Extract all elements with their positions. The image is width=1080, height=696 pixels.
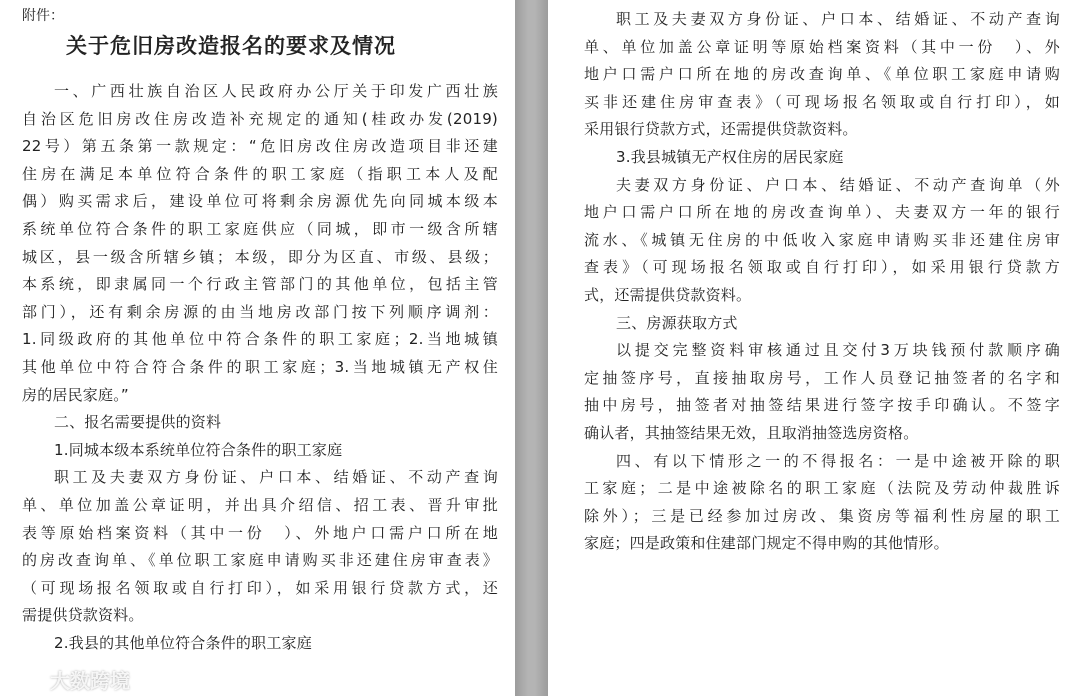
left-page-body bbox=[22, 78, 498, 657]
text-line: 需提供贷款资料。 bbox=[22, 606, 144, 625]
left-page-content bbox=[22, 6, 498, 657]
bigdata-logo-icon bbox=[6, 669, 46, 691]
text-line: 流水、《城镇无住房的中低收入家庭申请购买非还建住房审 bbox=[584, 230, 1060, 249]
text-line: 住房在满足本单位符合条件的职工家庭（指职工本人及配 bbox=[22, 164, 498, 183]
text-line: 式，还需提供贷款资料。 bbox=[584, 285, 752, 304]
text-line: 查表》（可现场报名领取或自行打印），如采用银行贷款方 bbox=[584, 258, 1060, 277]
text-line: 地户口需户口所在地的房改查询单）、夫妻双方一年的银行 bbox=[584, 203, 1060, 222]
right-page-body bbox=[584, 6, 1060, 558]
text-line: 抽中房号，抽签者对抽签结果进行签字按手印确认。不签字 bbox=[584, 396, 1060, 415]
text-line: 房的居民家庭。” bbox=[22, 385, 129, 404]
text-line: 表等原始档案资料（其中一份 ）、外地户口需户口所在地 bbox=[22, 523, 498, 542]
page-gap bbox=[515, 0, 548, 696]
text-line: 单、单位加盖公章证明，并出具介绍信、招工表、晋升审批 bbox=[22, 495, 498, 514]
text-line: 1.同级政府的其他单位中符合条件的职工家庭；2.当地城镇 bbox=[22, 330, 498, 349]
watermark bbox=[6, 665, 130, 694]
text-line: 一、广西壮族自治区人民政府办公厅关于印发广西壮族 bbox=[54, 82, 498, 100]
text-line: 采用银行贷款方式，还需提供贷款资料。 bbox=[584, 120, 858, 139]
text-line: 确认者，其抽签结果无效，且取消抽签选房资格。 bbox=[584, 423, 919, 442]
text-line: 三、房源获取方式 bbox=[616, 313, 738, 332]
right-page-content bbox=[584, 6, 1060, 558]
document-page-left bbox=[0, 0, 515, 696]
text-line: 地户口需户口所在地的房改查询单、《单位职工家庭申请购 bbox=[584, 65, 1060, 84]
text-line: 夫妻双方身份证、户口本、结婚证、不动产查询单（外 bbox=[616, 175, 1060, 194]
text-line: （可现场报名领取或自行打印），如采用银行贷款方式，还 bbox=[22, 578, 498, 597]
text-line: 的房改查询单、《单位职工家庭申请购买非还建住房审查表》 bbox=[22, 551, 498, 570]
text-line: 工家庭；二是中途被除名的职工家庭（法院及劳动仲裁胜诉 bbox=[584, 479, 1060, 498]
text-line: 2.我县的其他单位符合条件的职工家庭 bbox=[54, 633, 312, 652]
attachment-label: 附件： bbox=[22, 8, 64, 24]
text-line: 城区，县一级含所辖乡镇；本级，即分为区直、市级、县级； bbox=[22, 247, 498, 266]
text-line: 定抽签序号，直接抽取房号，工作人员登记抽签者的名字和 bbox=[584, 368, 1060, 387]
text-line: 1.同城本级本系统单位符合条件的职工家庭 bbox=[54, 440, 343, 459]
text-line: 单、单位加盖公章证明等原始档案资料（其中一份 ）、外 bbox=[584, 37, 1060, 56]
document-page-right bbox=[548, 0, 1080, 696]
text-line: 二、报名需要提供的资料 bbox=[54, 413, 222, 432]
text-line: 系统单位符合条件的职工家庭供应（同城，即市一级含所辖 bbox=[22, 219, 498, 238]
text-line: 职工及夫妻双方身份证、户口本、结婚证、不动产查询 bbox=[616, 10, 1060, 28]
document-title: 关于危旧房改造报名的要求及情况 bbox=[66, 34, 396, 58]
text-line: 其他单位中符合符合条件的职工家庭；3.当地城镇无产权住 bbox=[22, 357, 498, 376]
text-line: 职工及夫妻双方身份证、户口本、结婚证、不动产查询 bbox=[54, 468, 498, 487]
text-line: 自治区危旧房改住房改造补充规定的通知(桂政办发(2019) bbox=[22, 109, 498, 128]
text-line: 22号）第五条第一款规定：“危旧房改住房改造项目非还建 bbox=[22, 137, 498, 156]
text-line: 买非还建住房审查表》（可现场报名领取或自行打印），如 bbox=[584, 92, 1060, 111]
text-line: 部门），还有剩余房源的由当地房改部门按下列顺序调剂： bbox=[22, 302, 498, 321]
text-line: 3.我县城镇无产权住房的居民家庭 bbox=[616, 147, 844, 166]
text-line: 除外）；三是已经参加过房改、集资房等福利性房屋的职工 bbox=[584, 506, 1060, 525]
text-line: 四、有以下情形之一的不得报名：一是中途被开除的职 bbox=[616, 451, 1060, 470]
text-line: 家庭；四是政策和住建部门规定不得申购的其他情形。 bbox=[584, 534, 949, 553]
text-line: 偶）购买需求后，建设单位可将剩余房源优先向同城本级本 bbox=[22, 192, 498, 211]
watermark-text: 大数跨境 bbox=[50, 669, 130, 693]
text-line: 以提交完整资料审核通过且交付3万块钱预付款顺序确 bbox=[616, 341, 1060, 360]
text-line: 本系统，即隶属同一个行政主管部门的其他单位，包括主管 bbox=[22, 275, 498, 294]
